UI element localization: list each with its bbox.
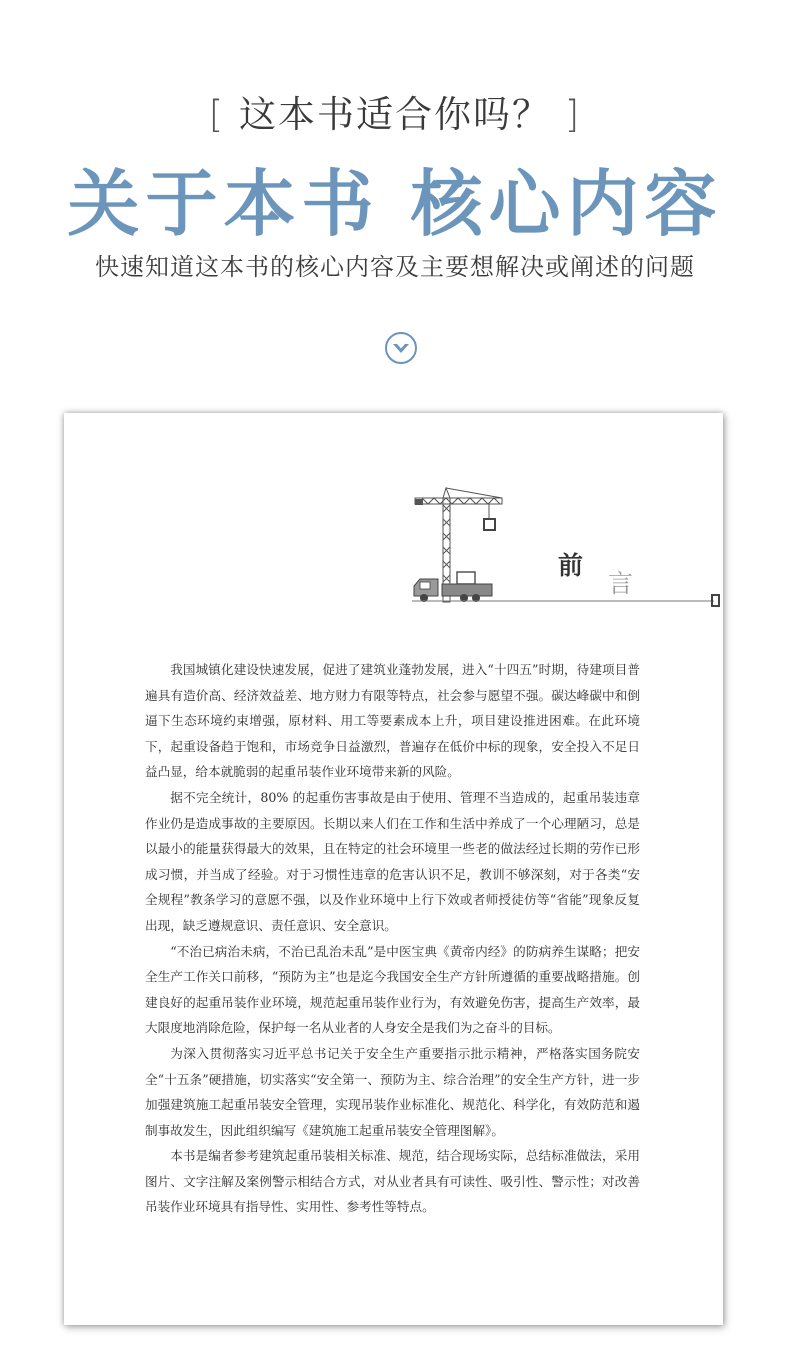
page-title: 关于本书 核心内容 [67, 161, 723, 246]
bracket-close: ] [564, 93, 582, 136]
paragraph: “不治已病治未病，不治已乱治未乱”是中医宝典《黄帝内经》的防病养生谋略；把安全生产工作关口前移，“预防为主”也是迄今我国安全生产方针所遵循的重要战略措施。创建良好的起重吊装作业环境，规范起重吊装作业行为，有效避免伤害，提高生产效率，最大限度地消除危险，保护每一名从业者的人身安全是我们为之奋斗的目标。 [145, 943, 640, 1036]
kicker-text: 这本书适合你吗？ [239, 93, 551, 136]
paragraph: 我国城镇化建设快速发展，促进了建筑业蓬勃发展，进入“十四五”时期，待建项目普遍具有造价高、经济效益差、地方财力有限等特点，社会参与愿望不强。碳达峰碳中和倒逼下生态环境约束增强，原材料、用工等要素成本上升，项目建设推进困难。在此环境下，起重设备趋于饱和，市场竞争日益激烈，普遍存在低价中标的现象，安全投入不足日益凸显，给本就脆弱的起重吊装作业环境带来新的风险。 [145, 662, 640, 780]
preface-title-second: 言 [608, 569, 634, 598]
bracket-open: [ [208, 93, 226, 136]
paragraph: 为深入贯彻落实习近平总书记关于安全生产重要指示批示精神，严格落实国务院安全“十五条”硬措施，切实落实“安全第一、预防为主、综合治理”的安全生产方针，进一步加强建筑施工起重吊装安全管理，实现吊装作业标准化、规范化、科学化，有效防范和遏制事故发生，因此组织编写《建筑施工起重吊装安全管理图解》。 [145, 1045, 640, 1138]
preface-body [145, 657, 640, 1220]
preface-page [64, 413, 723, 1325]
chevron-down-circle-icon[interactable] [384, 331, 418, 365]
preface-title-main: 前 [558, 551, 584, 580]
paragraph: 本书是编者参考建筑起重吊装相关标准、规范，结合现场实际，总结标准做法，采用图片、文字注解及案例警示相结合方式，对从业者具有可读性、吸引性、警示性；对改善吊装作业环境具有指导性、实用性、参考性等特点。 [145, 1148, 640, 1215]
paragraph: 据不完全统计，80% 的起重伤害事故是由于使用、管理不当造成的，起重吊装违章作业仍是造成事故的主要原因。长期以来人们在工作和生活中养成了一个心理陋习，总是以最小的能量获得最大的效果，且在特定的社会环境里一些老的做法经过长期的劳作已形成习惯，并当成了经验。对于习惯性违章的危害认识不足，教训不够深刻，对于各类“安全规程”教条学习的意愿不强，以及作业环境中上行下效或者师授徒仿等“省能”现象反复出现，缺乏遵规意识、责任意识、安全意识。 [145, 789, 640, 933]
section-kicker [0, 84, 790, 138]
subtitle: 快速知道这本书的核心内容及主要想解决或阐述的问题 [95, 253, 695, 281]
